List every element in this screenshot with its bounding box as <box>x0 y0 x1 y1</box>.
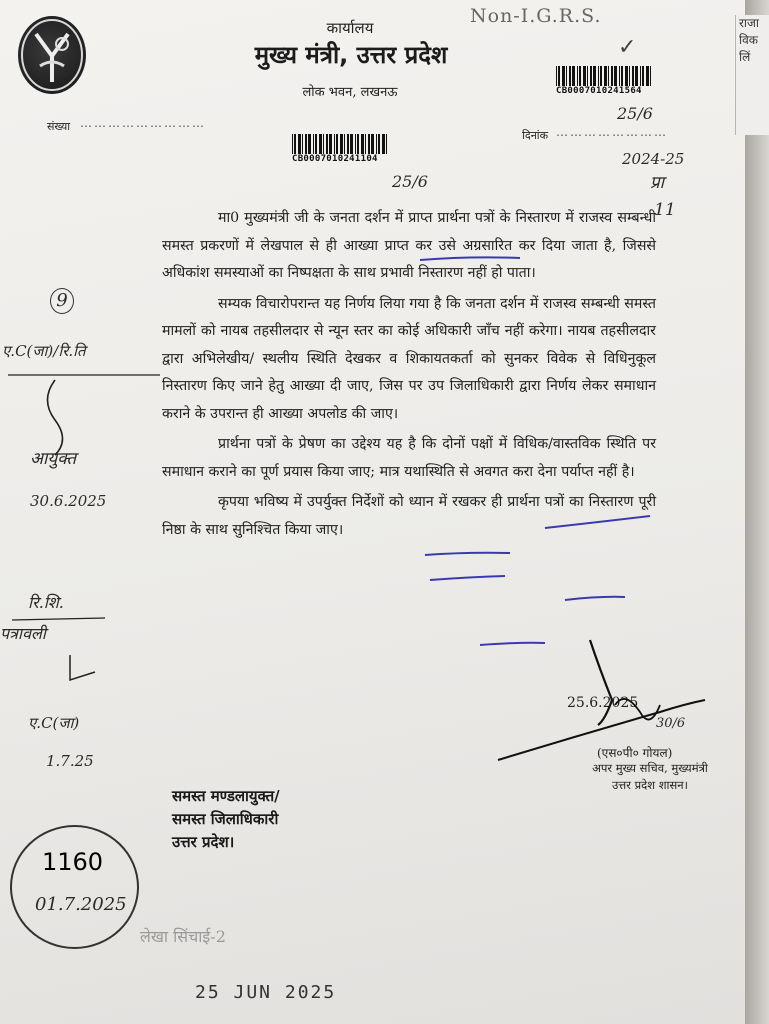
office-label: कार्यालय <box>326 19 374 37</box>
signature-date: 25.6.2025 <box>567 695 639 711</box>
paper-edge-shadow <box>745 0 769 1024</box>
adjacent-sheet <box>735 15 769 135</box>
signatory-name: (एस०पी० गोयल) <box>597 746 673 760</box>
received-date-stamp: 25 JUN 2025 <box>195 982 337 1003</box>
margin-circled-number: 9 <box>50 288 74 314</box>
addressee-line: उत्तर प्रदेश। <box>172 833 235 851</box>
margin-note-file: पत्रावली <box>0 624 46 643</box>
reference-label: संख्या <box>47 120 71 133</box>
margin-reference: ए.C(जा)/रि.ति <box>2 342 86 360</box>
body-paragraph: प्रार्थना पत्रों के प्रेषण का उद्देश्य यह है कि दोनों पक्षों में विधिक/वास्तविक स्थिति पर समाधान कराने का पूर्ण प्रयास किया जाए; मात्र यथास्थिति से अवगत करा देना पर्याप्त नहीं है। <box>162 436 656 480</box>
adjacent-sheet-text: विक <box>739 33 758 47</box>
date-dotted-line: …………………… <box>556 125 668 139</box>
check-mark-icon: ✓ <box>618 35 637 60</box>
top-right-date: 25/6 <box>617 104 653 123</box>
signature-day: 30/6 <box>656 716 686 731</box>
designation-line: उत्तर प्रदेश शासन। <box>611 778 689 792</box>
body-paragraph: कृपया भविष्य में उपर्युक्त निर्देशों को ध्यान में रखकर ही प्रार्थना पत्रों का निस्तारण पूरी निष्ठा के साथ सुनिश्चित किया जाए। <box>162 494 656 538</box>
designation-line: अपर मुख्य सचिव, मुख्यमंत्री <box>592 761 708 775</box>
margin-name: आयुक्त <box>30 449 77 469</box>
office-address: लोक भवन, लखनऊ <box>302 85 398 100</box>
file-ref-code: प्रा <box>650 173 665 193</box>
margin-note: रि.शि. <box>28 593 64 612</box>
letter-title: मुख्य मंत्री, उत्तर प्रदेश <box>254 41 448 69</box>
date-label: दिनांक <box>522 129 549 142</box>
stamp-number: 1160 <box>42 848 104 876</box>
addressee-line: समस्त मण्डलायुक्त/ <box>172 787 280 805</box>
center-date: 25/6 <box>392 172 428 191</box>
reference-dotted-line: ……………………… <box>80 116 206 130</box>
file-ref-number: 11 <box>654 200 676 220</box>
margin-date-2: 1.7.25 <box>46 752 94 770</box>
margin-reference-2: ए.C(जा) <box>28 714 80 732</box>
non-igrs-stamp: Non-I.G.R.S. <box>470 5 602 27</box>
addressee-line: समस्त जिलाधिकारी <box>172 810 279 828</box>
adjacent-sheet-text: राजा <box>739 16 760 30</box>
faded-department-stamp: लेखा सिंचाई-2 <box>140 927 226 946</box>
margin-date: 30.6.2025 <box>30 492 107 510</box>
adjacent-sheet-text: लिं <box>739 50 751 64</box>
stamp-date: 01.7.2025 <box>35 894 127 915</box>
body-paragraph: सम्यक विचारोपरान्त यह निर्णय लिया गया है कि जनता दर्शन में राजस्व सम्बन्धी समस्त मामलों को नायब तहसीलदार से न्यून स्तर का कोई अधिकारी जाँच नहीं करेगा। नायब तहसीलदार द्वारा अभिलेखीय/ स्थलीय स्थिति देखकर व शिकायतकर्ता को सुनकर विवेक से विधिनुकूल निस्तारण किए जाने हेतु आख्या दी जाए, जिस पर उप जिलाधिकारी द्वारा निर्णय लेकर समाधान कराने के उपरान्त ही आख्या अपलोड की जाए। <box>162 295 656 422</box>
body-paragraph: मा0 मुख्यमंत्री जी के जनता दर्शन में प्राप्त प्रार्थना पत्रों के निस्तारण में राजस्व सम्बन्धी समस्त प्रकरणों में लेखपाल से ही आख्या प्राप्त कर उसे अग्रसारित कर दिया जाता है, जिससे अधिकांश समस्याओं का निष्पक्षता के साथ प्रभावी निस्तारण नहीं हो पाता। <box>162 210 656 281</box>
file-ref-year: 2024-25 <box>622 150 685 168</box>
barcode-center-text: CB0007010241104 <box>292 154 378 164</box>
barcode-top-right-text: CB0007010241564 <box>556 86 642 96</box>
